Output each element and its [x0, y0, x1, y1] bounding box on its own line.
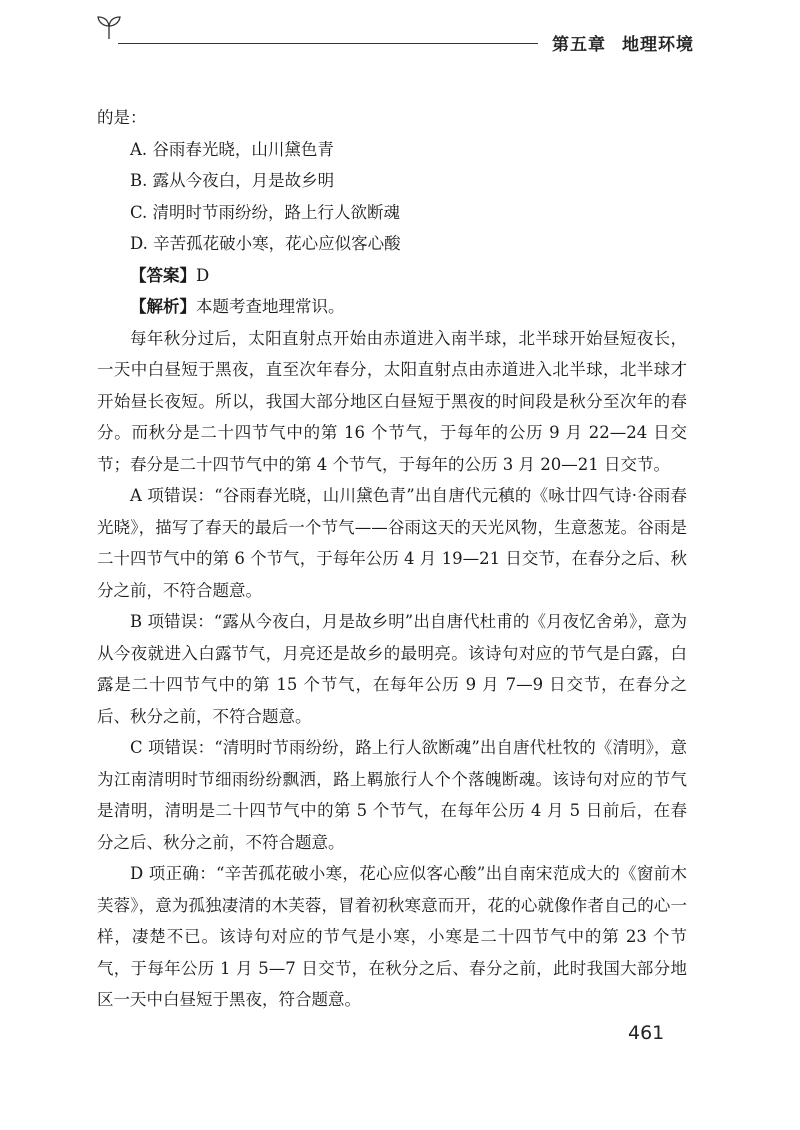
analysis-paragraph-b: B 项错误：“露从今夜白，月是故乡明”出自唐代杜甫的《月夜忆舍弟》，意为从今夜就进入白露节气，月亮还是故乡的最明亮。该诗句对应的节气是白露，白露是二十四节气中的第 15 个节气，在每年公历 9 月 7—9 日交节，在春分之后、秋分之前，不符合题意。 [97, 612, 687, 726]
option-b: B. 露从今夜白，月是故乡明 [130, 171, 335, 190]
page-header [0, 0, 800, 70]
analysis-label: 【解析】 [130, 297, 196, 316]
header-rule [118, 43, 538, 44]
chapter-heading [552, 30, 694, 55]
analysis-paragraph-c: C 项错误：“清明时节雨纷纷，路上行人欲断魂”出自唐代杜牧的《清明》，意为江南清明时节细雨纷纷飘洒，路上羁旅行人个个落魄断魂。该诗句对应的节气是清明，清明是二十四节气中的第 5 个节气，在每年公历 4 月 5 日前后，在春分之后、秋分之前，不符合题意。 [97, 738, 687, 852]
analysis-paragraph-d: D 项正确：“辛苦孤花破小寒，花心应似客心酸”出自南宋范成大的《窗前木芙蓉》，意为孤独凄清的木芙蓉，冒着初秋寒意而开，花的心就像作者自己的心一样，凄楚不已。该诗句对应的节气是小寒，小寒是二十四节气中的第 23 个节气，于每年公历 1 月 5—7 日交节，在秋分之后、春分之前，此时我国大部分地区一天中白昼短于黑夜，符合题意。 [97, 864, 687, 1009]
chapter-title: 地理环境 [622, 35, 694, 55]
page-body [97, 102, 687, 1016]
analysis-intro: 本题考查地理常识。 [196, 297, 345, 316]
analysis-line [97, 291, 687, 323]
answer-label: 【答案】 [130, 265, 196, 285]
page-number: 461 [628, 1022, 665, 1044]
option-a: A. 谷雨春光晓，山川黛色青 [130, 139, 334, 159]
analysis-paragraph: 每年秋分过后，太阳直射点开始由赤道进入南半球，北半球开始昼短夜长，一天中白昼短于黑夜，直至次年春分，太阳直射点由赤道进入北半球，北半球才开始昼长夜短。所以，我国大部分地区白昼短于黑夜的时间段是秋分至次年的春分。而秋分是二十四节气中的第 16 个节气，于每年的公历 9 月 22—24 日交节；春分是二十四节气中的第 4 个节气，于每年的公历 3 月 20—21 日交节。 [97, 328, 687, 474]
answer-line [97, 260, 687, 292]
option-d: D. 辛苦孤花破小寒，花心应似客心酸 [130, 234, 401, 253]
sprout-logo-icon [94, 14, 124, 40]
question-stem-tail: 的是： [97, 108, 147, 127]
answer-value: D [196, 265, 210, 285]
analysis-paragraph-a: A 项错误：“谷雨春光晓，山川黛色青”出自唐代元稹的《咏廿四气诗·谷雨春光晓》，描写了春天的最后一个节气——谷雨这天的天光风物，生意葱茏。谷雨是二十四节气中的第 6 个节气，于每年公历 4 月 19—21 日交节，在春分之后、秋分之前，不符合题意。 [97, 486, 687, 600]
option-c: C. 清明时节雨纷纷，路上行人欲断魂 [130, 202, 401, 222]
chapter-number: 第五章 [552, 35, 606, 55]
